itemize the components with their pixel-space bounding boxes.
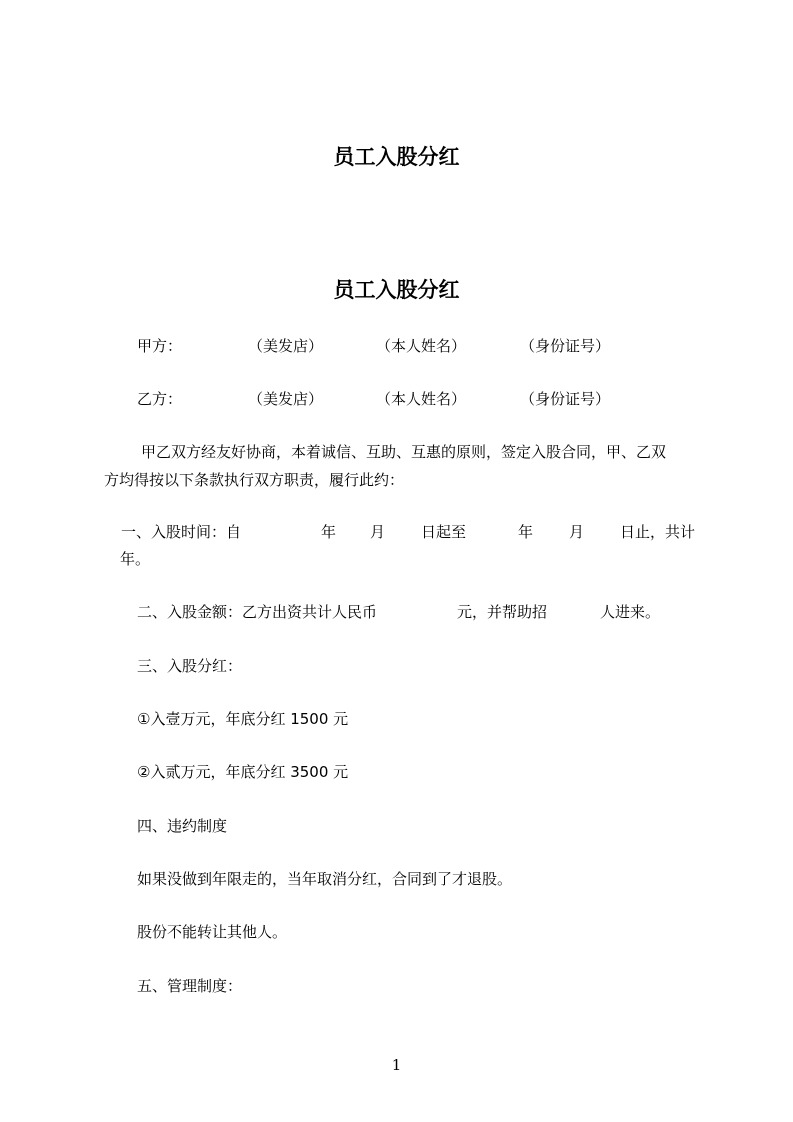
term-month-end: 月 (569, 523, 585, 541)
term-year-end: 年 (518, 523, 534, 541)
section-5-heading: 五、管理制度： (137, 977, 243, 995)
dividend-item-1: ①入壹万元，年底分红 1500 元 (137, 710, 349, 728)
breach-rule-1: 如果没做到年限走的，当年取消分红，合同到了才退股。 (137, 870, 513, 888)
contract-title: 员工入股分红 (333, 278, 460, 302)
breach-rule-2: 股份不能转让其他人。 (137, 923, 288, 941)
section-3-heading: 三、入股分红： (137, 657, 243, 675)
term-day-end: 日止，共计 (620, 523, 696, 541)
header-title: 员工入股分红 (333, 145, 460, 169)
term-year-start: 年 (321, 523, 337, 541)
party-b-name: （本人姓名） (376, 390, 467, 408)
amount-yuan: 元，并帮助招 (457, 603, 548, 621)
section-4-heading: 四、违约制度 (137, 817, 228, 835)
party-a-name: （本人姓名） (376, 337, 467, 355)
party-a-id: （身份证号） (520, 337, 611, 355)
term-lead: 一、入股时间：自 (121, 523, 242, 541)
dividend-item-2: ②入贰万元，年底分红 3500 元 (137, 763, 349, 781)
amount-people: 人进来。 (600, 603, 661, 621)
page-number: 1 (391, 1056, 402, 1074)
term-month-start: 月 (370, 523, 386, 541)
party-a-label: 甲方： (137, 337, 183, 355)
party-b-label: 乙方： (137, 390, 183, 408)
party-a-shop: （美发店） (248, 337, 324, 355)
party-b-id: （身份证号） (520, 390, 611, 408)
term-day-start: 日起至 (421, 523, 467, 541)
party-b-shop: （美发店） (248, 390, 324, 408)
amount-lead: 二、入股金额：乙方出资共计人民币 (137, 603, 378, 621)
intro-line-2: 方均得按以下条款执行双方职责，履行此约： (104, 471, 405, 489)
intro-line-1: 甲乙双方经友好协商，本着诚信、互助、互惠的原则，签定入股合同，甲、乙双 (141, 443, 667, 461)
term-tail: 年。 (120, 550, 151, 568)
